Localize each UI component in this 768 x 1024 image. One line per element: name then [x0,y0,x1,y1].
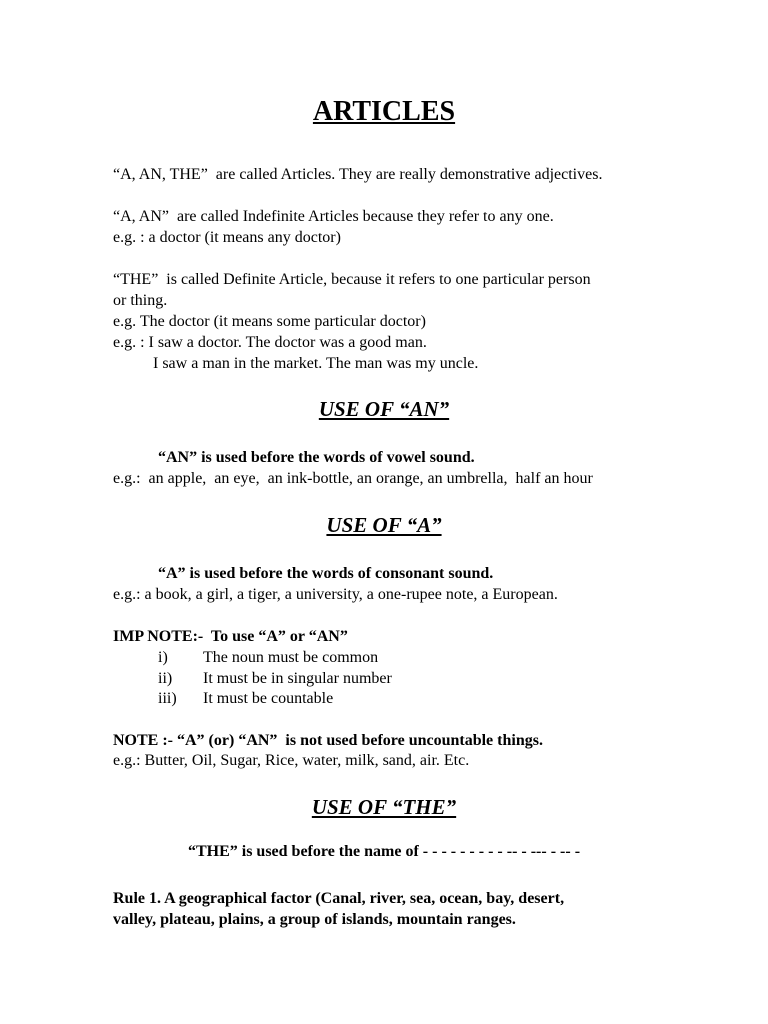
section-heading-use-of-a: USE OF “A” [326,513,442,537]
rule-1-line-1: Rule 1. A geographical factor (Canal, river, sea, ocean, bay, desert, [113,890,565,907]
note-uncountable: NOTE :- “A” (or) “AN” is not used before uncountable things. [113,732,543,749]
imp-note-item-text: It must be in singular number [203,670,392,687]
imp-note-item-text: The noun must be common [203,649,379,666]
imp-note-item-number: iii) [158,690,177,707]
use-of-the-rule: “THE” is used before the name of - - - - - - - - - -- - --- - -- - [187,843,581,860]
intro-paragraph-1: “A, AN, THE” are called Articles. They are really demonstrative adjectives. [113,166,603,183]
imp-note-item-number: ii) [158,670,173,687]
use-of-an-example: e.g.: an apple, an eye, an ink-bottle, an orange, an umbrella, half an hour [113,470,593,487]
rule-1-line-2: valley, plateau, plains, a group of islands, mountain ranges. [113,911,516,928]
indefinite-article-definition: “A, AN” are called Indefinite Articles because they refer to any one. [113,208,554,225]
use-of-a-example: e.g.: a book, a girl, a tiger, a university, a one-rupee note, a European. [113,586,558,603]
imp-note-item-text: It must be countable [203,690,334,707]
use-of-a-rule: “A” is used before the words of consonant sound. [158,565,494,582]
definite-article-example-2: e.g. : I saw a doctor. The doctor was a good man. [113,334,427,351]
section-heading-use-of-the: USE OF “THE” [311,795,457,819]
definite-article-definition-line-1: “THE” is called Definite Article, because it refers to one particular person [113,271,591,288]
page-title: ARTICLES [312,96,456,127]
imp-note-heading: IMP NOTE:- To use “A” or “AN” [113,628,348,645]
definite-article-example-1: e.g. The doctor (it means some particular doctor) [113,313,426,330]
definite-article-definition-line-2: or thing. [113,292,168,309]
section-heading-use-of-an: USE OF “AN” [318,397,450,421]
definite-article-example-3: I saw a man in the market. The man was my uncle. [153,355,479,372]
imp-note-item-number: i) [158,649,168,666]
use-of-an-rule: “AN” is used before the words of vowel sound. [158,449,475,466]
indefinite-article-example: e.g. : a doctor (it means any doctor) [113,229,341,246]
note-uncountable-example: e.g.: Butter, Oil, Sugar, Rice, water, milk, sand, air. Etc. [113,752,470,769]
